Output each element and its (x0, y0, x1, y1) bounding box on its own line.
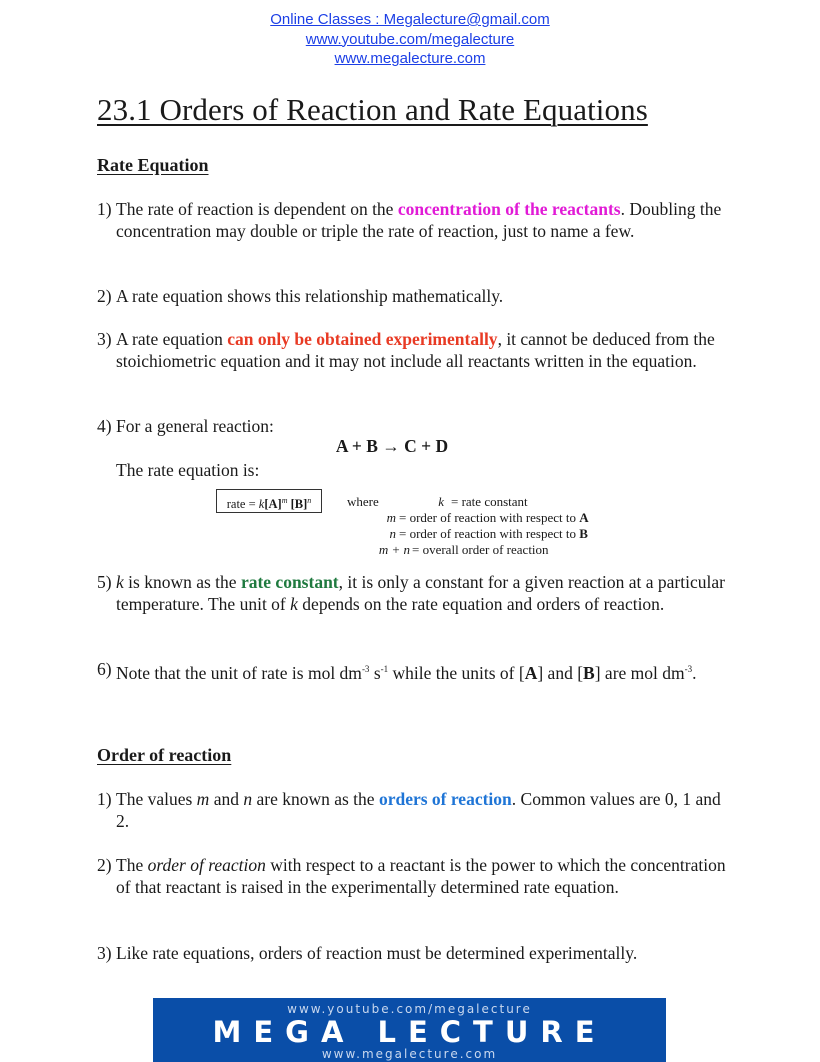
definition-row (360, 510, 660, 526)
definition-list (360, 494, 660, 558)
rate-equation-box (216, 489, 322, 513)
paragraph-text (97, 198, 737, 242)
k-symbol: k (290, 594, 298, 614)
text-run: A rate equation (116, 329, 228, 349)
m-exponent: m (281, 496, 288, 505)
definition-text: = order of reaction with respect to A (399, 510, 589, 525)
a-conc: [A] (264, 497, 282, 512)
paragraph-2 (97, 285, 737, 307)
highlight-orders-of-reaction: orders of reaction (378, 789, 512, 809)
item-number: 3) (97, 329, 112, 349)
text-run: is known as the (123, 572, 241, 592)
order-paragraph-1 (97, 788, 737, 832)
paragraph-text: Like rate equations, orders of reaction must be determined experimentally. (116, 943, 638, 963)
page-title: 23.1 Orders of Reaction and Rate Equations (97, 92, 648, 127)
paragraph-6 (97, 658, 737, 684)
k-symbol: k (258, 497, 265, 512)
italic-term: order of reaction (147, 855, 266, 875)
paragraph-text: For a general reaction: (116, 416, 274, 436)
item-number: 6) (97, 659, 112, 679)
header-links (0, 10, 820, 69)
text-run: . Doubling the concentration may double or triple the rate of reaction, just to name a few. (116, 199, 722, 241)
paragraph-text: The order of reaction with respect to a reactant is the power to which the concentration of that reactant is raised in the experimentally determined rate equation. (116, 855, 726, 897)
definition-symbol: n (389, 526, 396, 541)
text-run: , it cannot be deduced from the stoichiometric equation and it may not include all reactants written in the equation. (116, 329, 715, 371)
paragraph-text (97, 571, 737, 615)
paragraph-3 (97, 328, 737, 372)
item-number: 1) (97, 789, 112, 809)
highlight-experimentally: can only be obtained experimentally (227, 329, 498, 349)
b-conc: [B] (290, 497, 308, 512)
rate-label: rate = (226, 497, 259, 512)
paragraph-4 (97, 415, 737, 437)
section-heading-order-of-reaction: Order of reaction (97, 745, 232, 765)
paragraph-text: A rate equation shows this relationship mathematically. (116, 286, 504, 306)
footer-banner (153, 998, 666, 1062)
section-heading-rate-equation: Rate Equation (97, 155, 209, 175)
email-link[interactable]: Online Classes : Megalecture@gmail.com (270, 11, 550, 28)
highlight-concentration: concentration of the reactants (397, 199, 621, 219)
item-number: 5) (97, 572, 112, 592)
definition-symbol: m + n (378, 542, 410, 557)
website-link[interactable]: www.megalecture.com (334, 50, 486, 67)
text-run: The rate of reaction is dependent on the (116, 199, 398, 219)
item-number: 2) (97, 286, 112, 306)
order-paragraph-3 (97, 942, 737, 964)
youtube-link[interactable]: www.youtube.com/megalecture (305, 30, 515, 48)
definition-symbol: k (438, 494, 444, 509)
definition-text: = order of reaction with respect to B (399, 526, 588, 541)
item-number: 4) (97, 416, 112, 436)
paragraph-5 (97, 571, 737, 615)
item-number: 1) (97, 199, 112, 219)
rate-intro (97, 459, 737, 481)
paragraph-text: The rate equation is: (116, 460, 260, 480)
footer-brand-logo: MEGA LECTURE (212, 1015, 607, 1049)
where-label: where (347, 494, 379, 509)
paragraph-1 (97, 198, 737, 242)
paragraph-text: The values m and n are known as the orders of reaction. Common values are 0, 1 and 2. (116, 789, 721, 831)
definition-text: = rate constant (451, 494, 528, 509)
text-run: depends on the rate equation and orders of reaction. (297, 594, 665, 614)
k-symbol: k (116, 572, 124, 592)
general-equation: A + B → C + D (335, 436, 449, 456)
n-exponent: n (307, 496, 312, 505)
footer-website-text: www.megalecture.com (321, 1047, 498, 1061)
item-number: 3) (97, 943, 112, 963)
footer-youtube-text: www.youtube.com/megalecture (287, 1002, 532, 1016)
item-number: 2) (97, 855, 112, 875)
definition-text: = overall order of reaction (412, 542, 549, 557)
paragraph-text (97, 328, 737, 372)
text-run: , it is only a constant for a given reaction at a particular temperature. The unit of (116, 572, 725, 614)
definition-symbol: m (386, 510, 396, 525)
highlight-rate-constant: rate constant (240, 572, 339, 592)
paragraph-text: Note that the unit of rate is mol $dm^{-3}$ $s^{-1}$ while the units of [A] and [B] are mol $dm^{-3}$. (116, 662, 697, 683)
definition-row (360, 542, 660, 558)
definition-row (360, 526, 660, 542)
order-paragraph-2 (97, 854, 737, 898)
definition-row (360, 494, 660, 510)
